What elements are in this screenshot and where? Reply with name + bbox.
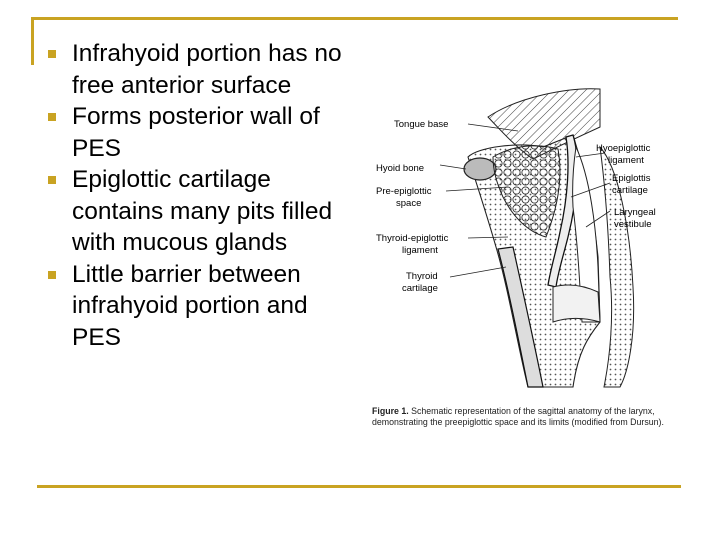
vocal-fold-shape [553,285,600,322]
label-pre-epiglottic-1: Pre-epiglottic [376,186,432,197]
label-hyoid-bone: Hyoid bone [376,163,425,174]
bullet-text: Little barrier between infrahyoid portion and PES [72,260,308,351]
bullet-item [40,101,350,164]
label-hyoepiglottic-1: Hyoepiglottic [596,143,651,154]
bullet-text: Epiglottic cartilage contains many pits filled with mucous glands [72,166,333,256]
caption-prefix: Figure 1. [372,406,409,416]
figure-caption [372,406,682,428]
label-laryngeal-1: Laryngeal [614,207,656,218]
bullet-square-icon [48,50,56,58]
hyoid-bone-shape [464,158,496,180]
bullet-text: Infrahyoid portion has no free anterior surface [72,40,342,99]
bullet-list [40,38,350,353]
top-rule [31,17,678,20]
bullet-text: Forms posterior wall of PES [72,103,320,162]
label-epiglottis-1: Epiglottis [612,173,651,184]
bullet-square-icon [48,113,56,121]
larynx-diagram [368,87,680,407]
bullet-square-icon [48,271,56,279]
left-rule [31,17,34,65]
bottom-rule [37,485,681,488]
larynx-figure [368,87,680,445]
caption-text: Schematic representation of the sagittal anatomy of the larynx, demonstrating the preepiglottic space and its limits (modified from Dursun). [372,406,664,427]
label-hyoepiglottic-2: ligament [608,155,644,166]
label-thyroid-cartilage-1: Thyroid [406,271,438,282]
label-thyroid-epiglottic-1: Thyroid-epiglottic [376,233,449,244]
bullet-item [40,38,350,101]
bullet-item [40,164,350,259]
label-tongue-base: Tongue base [394,119,449,130]
label-laryngeal-2: vestibule [614,219,652,230]
label-thyroid-cartilage-2: cartilage [402,283,438,294]
label-pre-epiglottic-2: space [396,198,422,209]
bullet-item [40,259,350,354]
bullet-square-icon [48,176,56,184]
label-thyroid-epiglottic-2: ligament [402,245,438,256]
label-epiglottis-2: cartilage [612,185,648,196]
